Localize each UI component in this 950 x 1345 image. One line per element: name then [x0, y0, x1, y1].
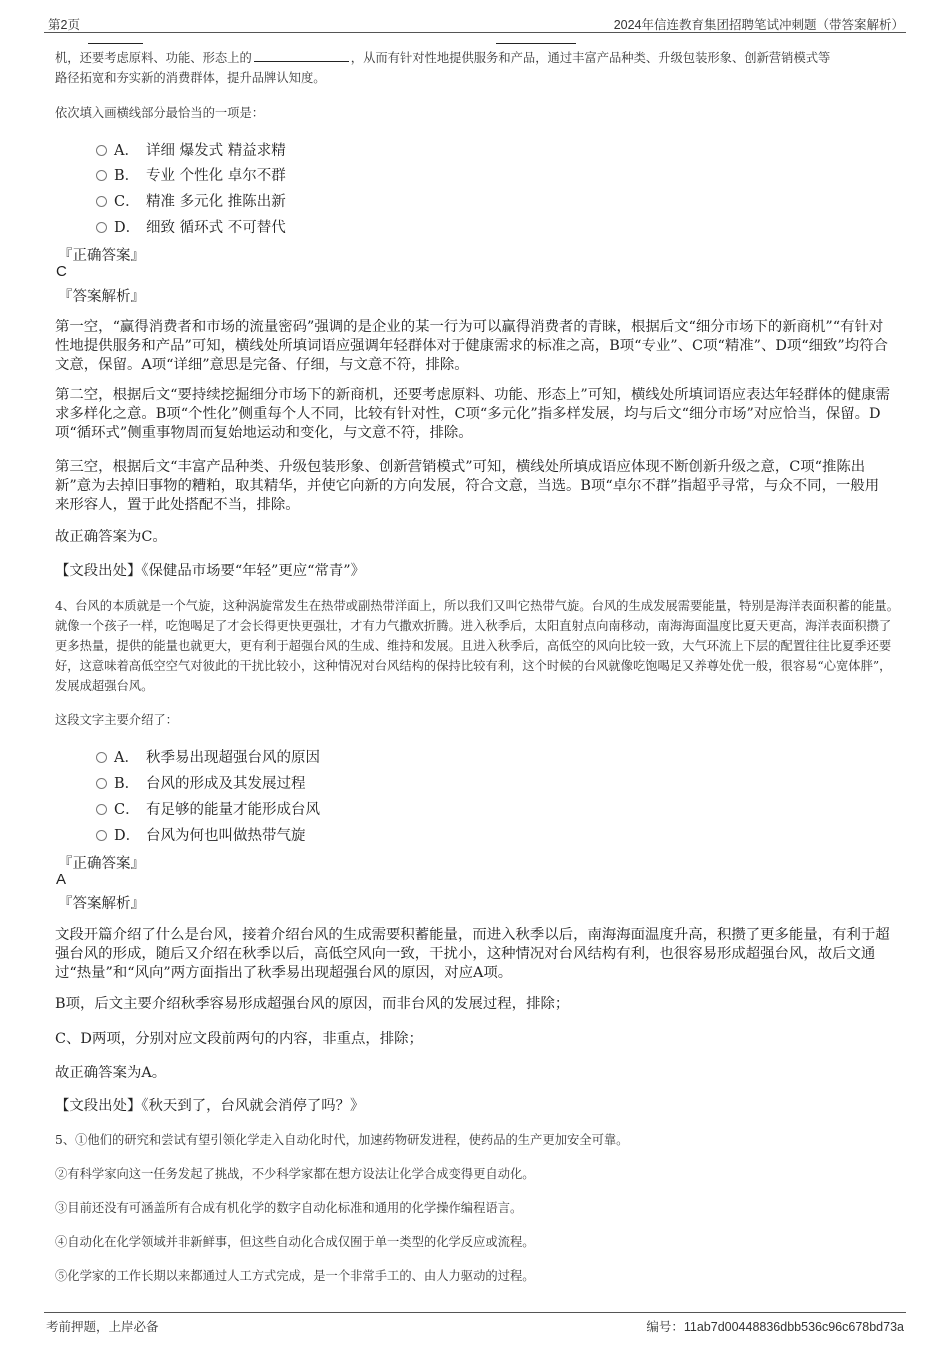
q3-analysis-label: 『答案解析』: [58, 289, 145, 305]
q3-option-b[interactable]: B． 专业 个性化 卓尔不群: [96, 164, 496, 186]
q3-option-a[interactable]: A． 详细 爆发式 精益求精: [96, 139, 496, 161]
q3-option-c[interactable]: C． 精准 多元化 推陈出新: [96, 190, 496, 212]
page-footer: [44, 1312, 906, 1337]
q5-line-1: 5、①他们的研究和尝试有望引领化学走入自动化时代，加速药物研发进程，使药品的生产更加安全可靠。: [55, 1133, 629, 1147]
q4-answer-value: A: [56, 871, 67, 888]
radio-button[interactable]: [96, 778, 107, 789]
q5-line-5: ⑤化学家的工作长期以来都通过人工方式完成，是一个非常手工的、由人力驱动的过程。: [55, 1269, 535, 1283]
q3-conclusion: 故正确答案为C。: [55, 529, 167, 545]
footer-slogan: 考前押题，上岸必备: [46, 1320, 159, 1334]
radio-button[interactable]: [96, 170, 107, 181]
q4-analysis-label: 『答案解析』: [58, 896, 145, 912]
q4-option-c[interactable]: C． 有足够的能量才能形成台风: [96, 798, 496, 820]
q3-analysis-p1: 第一空，“赢得消费者和市场的流量密码”强调的是企业的某一行为可以赢得消费者的青睐，根据后文“细分市场下的新商机”“有针对性地提供服务和产品”可知，横线处所填词语应强调年轻群体对于健康需求的标准之高，B项“专业”、C项“精准”、D项“细致”均符合文意，保留。A项“详细”意思是完备、仔细，与文意不符，排除。: [55, 319, 888, 373]
q3-answer-value: C: [56, 263, 67, 280]
q4-answer-label: 『正确答案』: [58, 856, 145, 872]
radio-button[interactable]: [96, 222, 107, 233]
page-number: 第2页: [48, 18, 80, 32]
radio-button[interactable]: [96, 752, 107, 763]
q4-prompt: 这段文字主要介绍了：: [55, 713, 178, 727]
q4-conclusion: 故正确答案为A。: [55, 1065, 167, 1081]
q3-stem-tail: 机，还要考虑原料、功能、形态上的 ，从而有针对性地提供服务和产品，通过丰富产品种类、升级包装形象、创新营销模式等 路径拓宽和夯实新的消费群体，提升品牌认知度。: [55, 51, 831, 85]
q4-stem: 4、台风的本质就是一个气旋，这种涡旋常发生在热带或副热带洋面上，所以我们又叫它热带气旋。台风的生成发展需要能量，特别是海洋表面积蓄的能量。就像一个孩子一样，吃饱喝足了才会长得更快更强壮，才有力气撒欢折腾。进入秋季后，太阳直射点向南移动，南海海面温度比夏天更高，海洋表面积攒了更多热量，提供的能量也就更大，更有利于超强台风的生成、维持和发展。且进入秋季后，高低空的风向比较一致，大气环流上下层的配置往往比夏季还要好，这意味着高低空空气对彼此的干扰比较小，这种情况对台风结构的保持比较有利，这个时候的台风就像吃饱喝足又养尊处优一般，很容易“心宽体胖”，发展成超强台风。: [55, 599, 900, 693]
answer-blank: [254, 49, 349, 62]
q4-option-d[interactable]: D． 台风为何也叫做热带气旋: [96, 824, 496, 846]
q5-line-4: ④自动化在化学领域并非新鲜事，但这些自动化合成仅囿于单一类型的化学反应或流程。: [55, 1235, 535, 1249]
q4-analysis-p2: B项，后文主要介绍秋季容易形成超强台风的原因，而非台风的发展过程，排除；: [55, 996, 570, 1012]
page-header: [44, 10, 906, 33]
q4-source: 【文段出处】《秋天到了，台风就会消停了吗？》: [55, 1098, 365, 1114]
q3-answer-label: 『正确答案』: [58, 248, 145, 264]
radio-button[interactable]: [96, 804, 107, 815]
q4-option-a[interactable]: A． 秋季易出现超强台风的原因: [96, 746, 496, 768]
document-title: 2024年信连教育集团招聘笔试冲刺题（带答案解析）: [613, 18, 904, 32]
q5-line-3: ③目前还没有可涵盖所有合成有机化学的数字自动化标准和通用的化学操作编程语言。: [55, 1201, 523, 1215]
q3-analysis-p2: 第二空，根据后文“要持续挖掘细分市场下的新商机，还要考虑原料、功能、形态上”可知，横线处所填词语应表达年轻群体的健康需求多样化之意。B项“个性化”侧重每个人不同，比较有针对性，C项“多元化”指多样发展，均与后文“细分市场”对应恰当，保留。D项“循环式”侧重事物周而复始地运动和变化，与文意不符，排除。: [55, 387, 890, 441]
document-id: 编号：11ab7d00448836dbb536c96c678bd73a: [646, 1320, 904, 1334]
q5-line-2: ②有科学家向这一任务发起了挑战，不少科学家都在想方设法让化学合成变得更自动化。: [55, 1167, 535, 1181]
radio-button[interactable]: [96, 145, 107, 156]
radio-button[interactable]: [96, 196, 107, 207]
q4-analysis-p1: 文段开篇介绍了什么是台风，接着介绍台风的生成需要积蓄能量，而进入秋季以后，南海海面温度升高，积攒了更多能量，有利于超强台风的形成，随后又介绍在秋季以后，高低空风向一致，干扰小，这种情况对台风结构有利，也很容易形成超强台风，故后文通过“热量”和“风向”两方面指出了秋季易出现超强台风的原因，对应A项。: [55, 927, 890, 981]
q3-option-d[interactable]: D． 细致 循环式 不可替代: [96, 216, 496, 238]
q4-option-b[interactable]: B． 台风的形成及其发展过程: [96, 772, 496, 794]
blank-line-top-2: [496, 43, 576, 44]
blank-line-top-1: [88, 43, 143, 44]
q4-analysis-p3: C、D两项，分别对应文段前两句的内容，非重点，排除；: [55, 1031, 423, 1047]
radio-button[interactable]: [96, 830, 107, 841]
q3-prompt: 依次填入画横线部分最恰当的一项是：: [55, 106, 265, 120]
q3-analysis-p3: 第三空，根据后文“丰富产品种类、升级包装形象、创新营销模式”可知，横线处所填成语应体现不断创新升级之意，C项“推陈出新”意为去掉旧事物的糟粕，取其精华，并使它向新的方向发展，符合文意，当选。B项“卓尔不群”指超乎寻常，与众不同，一般用来形容人，置于此处搭配不当，排除。: [55, 459, 880, 513]
q3-source: 【文段出处】《保健品市场要“年轻”更应“常青”》: [55, 563, 366, 579]
